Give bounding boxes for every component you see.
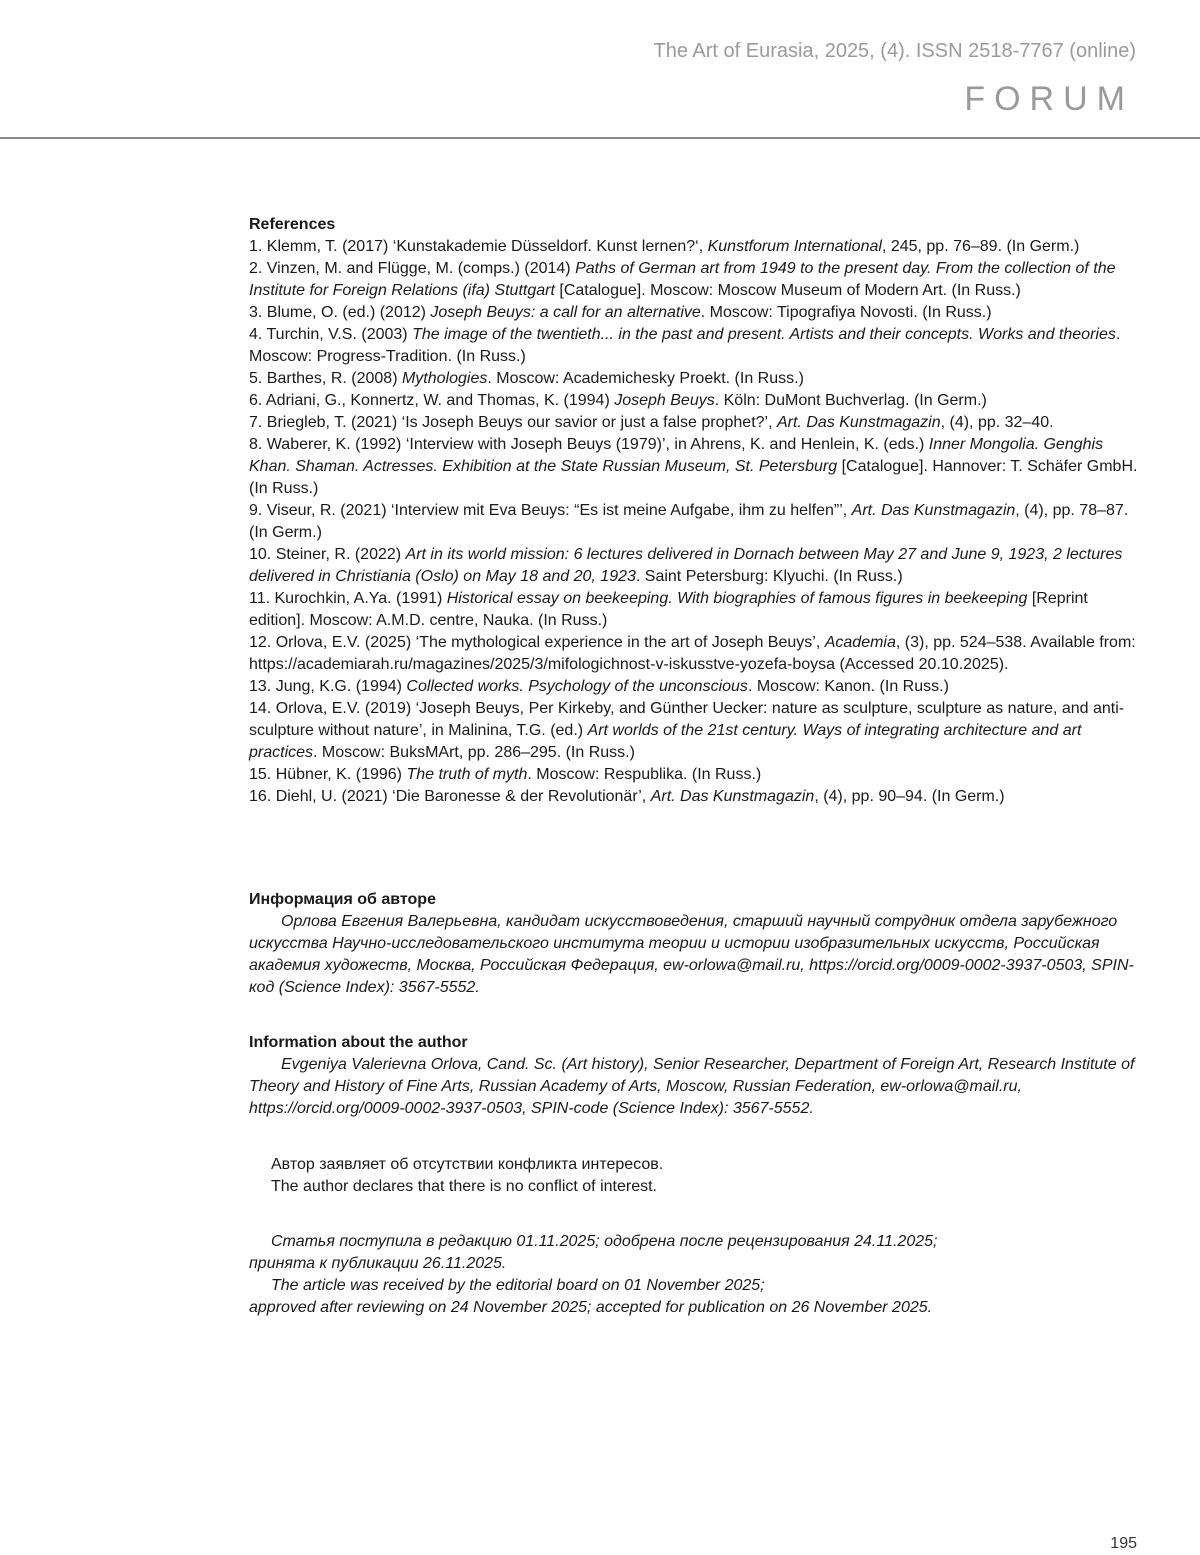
author-info-ru (249, 889, 1144, 999)
references-list (249, 236, 1144, 808)
conflict-ru: Автор заявляет об отсутствии конфликта интересов. (271, 1156, 664, 1173)
reference-item: 1. Klemm, T. (2017) ‘Kunstakademie Düsseldorf. Kunst lernen?‘, Kunstforum International, 245, pp. 76–89. (In Germ.) (249, 238, 1080, 255)
reference-item: 7. Briegleb, T. (2021) ‘Is Joseph Beuys our savior or just a false prophet?’, Art. Das Kunstmagazin, (4), pp. 32–40. (249, 414, 1054, 431)
page-number: 195 (1110, 1535, 1137, 1552)
reference-item: 2. Vinzen, M. and Flügge, M. (comps.) (2014) Paths of German art from 1949 to the present day. From the collection of the Institute for Foreign Relations (ifa) Stuttgart [Catalogue]. Moscow: Moscow Museum of Modern Art. (In Russ.) (249, 260, 1116, 299)
references-heading: References (249, 216, 336, 233)
reference-item: 14. Orlova, E.V. (2019) ‘Joseph Beuys, Per Kirkeby, and Günther Uecker: nature as sculpture, sculpture as nature, and anti-sculpture without nature’, in Malinina, T.G. (ed.) Art worlds of the 21st century. Ways of integrating architecture and art practices. Moscow: BuksMArt, pp. 286–295. (In Russ.) (249, 700, 1125, 761)
reference-item: 4. Turchin, V.S. (2003) The image of the twentieth... in the past and present. Artists and their concepts. Works and theories. Moscow: Progress-Tradition. (In Russ.) (249, 326, 1121, 365)
reference-item: 10. Steiner, R. (2022) Art in its world mission: 6 lectures delivered in Dornach between May 27 and June 9, 1923, 2 lectures delivered in Christiania (Oslo) on May 18 and 20, 1923. Saint Petersburg: Klyuchi. (In Russ.) (249, 546, 1123, 585)
journal-header: The Art of Eurasia, 2025, (4). ISSN 2518-7767 (online) (653, 40, 1136, 62)
dates-ru-line2: принята к публикации 26.11.2025. (249, 1255, 507, 1272)
reference-item: 11. Kurochkin, A.Ya. (1991) Historical essay on beekeeping. With biographies of famous figures in beekeeping [Reprint edition]. Moscow: A.M.D. centre, Nauka. (In Russ.) (249, 590, 1088, 629)
reference-item: 3. Blume, O. (ed.) (2012) Joseph Beuys: a call for an alternative. Moscow: Tipografiya Novosti. (In Russ.) (249, 304, 992, 321)
reference-item: 9. Viseur, R. (2021) ‘Interview mit Eva Beuys: “Es ist meine Aufgabe, ihm zu helfen”’, Art. Das Kunstmagazin, (4), pp. 78–87. (In Germ.) (249, 502, 1129, 541)
author-info-en-heading: Information about the author (249, 1034, 468, 1051)
author-info-en-text: Evgeniya Valerievna Orlova, Cand. Sc. (Art history), Senior Researcher, Department of Foreign Art, Research Institute of Theory and History of Fine Arts, Russian Academy of Arts, Moscow, Russian Federation, ew-orlowa@mail.ru, https://orcid.org/0009-0002-3937-0503, SPIN-code (Science Index): 3567-5552. (249, 1056, 1135, 1117)
conflict-en: The author declares that there is no conflict of interest. (271, 1178, 657, 1195)
reference-item: 15. Hübner, K. (1996) The truth of myth. Moscow: Respublika. (In Russ.) (249, 766, 762, 783)
dates-en-line1: The article was received by the editorial board on 01 November 2025; (271, 1277, 765, 1294)
author-info-en (249, 1032, 1144, 1120)
article-dates (249, 1231, 1144, 1319)
reference-item: 12. Orlova, E.V. (2025) ‘The mythological experience in the art of Joseph Beuys’, Academia, (3), pp. 524–538. Available from: https://academiarah.ru/magazines/2025/3/mifologichnost-v-iskusstve-yozefa-boysa (Accessed 20.10.2025). (249, 634, 1136, 673)
reference-item: 8. Waberer, K. (1992) ‘Interview with Joseph Beuys (1979)’, in Ahrens, K. and Henlein, K. (eds.) Inner Mongolia. Genghis Khan. Shaman. Actresses. Exhibition at the State Russian Museum, St. Petersburg [Catalogue]. Hannover: T. Schäfer GmbH. (In Russ.) (249, 436, 1138, 497)
reference-item: 5. Barthes, R. (2008) Mythologies. Moscow: Academichesky Proekt. (In Russ.) (249, 370, 804, 387)
dates-en-line2: approved after reviewing on 24 November 2025; accepted for publication on 26 November 2025. (249, 1299, 933, 1316)
author-info-ru-heading: Информация об авторе (249, 891, 436, 908)
reference-item: 16. Diehl, U. (2021) ‘Die Baronesse & der Revolutionär’, Art. Das Kunstmagazin, (4), pp. 90–94. (In Germ.) (249, 788, 1005, 805)
author-info-ru-text: Орлова Евгения Валерьевна, кандидат искусствоведения, старший научный сотрудник отдела зарубежного искусства Научно-исследовательского института теории и истории изобразительных искусств, Российская академия художеств, Москва, Российская Федерация, ew-orlowa@mail.ru, https://orcid.org/0009-0002-3937-0503, SPIN-код (Science Index): 3567-5552. (249, 913, 1134, 996)
section-title: FORUM (964, 80, 1134, 118)
header-divider (0, 137, 1200, 139)
page-content (249, 214, 1144, 1319)
reference-item: 13. Jung, K.G. (1994) Collected works. Psychology of the unconscious. Moscow: Kanon. (In Russ.) (249, 678, 949, 695)
conflict-statement (249, 1154, 1144, 1198)
dates-ru-line1: Статья поступила в редакцию 01.11.2025; одобрена после рецензирования 24.11.2025; (271, 1233, 938, 1250)
reference-item: 6. Adriani, G., Konnertz, W. and Thomas, K. (1994) Joseph Beuys. Köln: DuMont Buchverlag. (In Germ.) (249, 392, 987, 409)
